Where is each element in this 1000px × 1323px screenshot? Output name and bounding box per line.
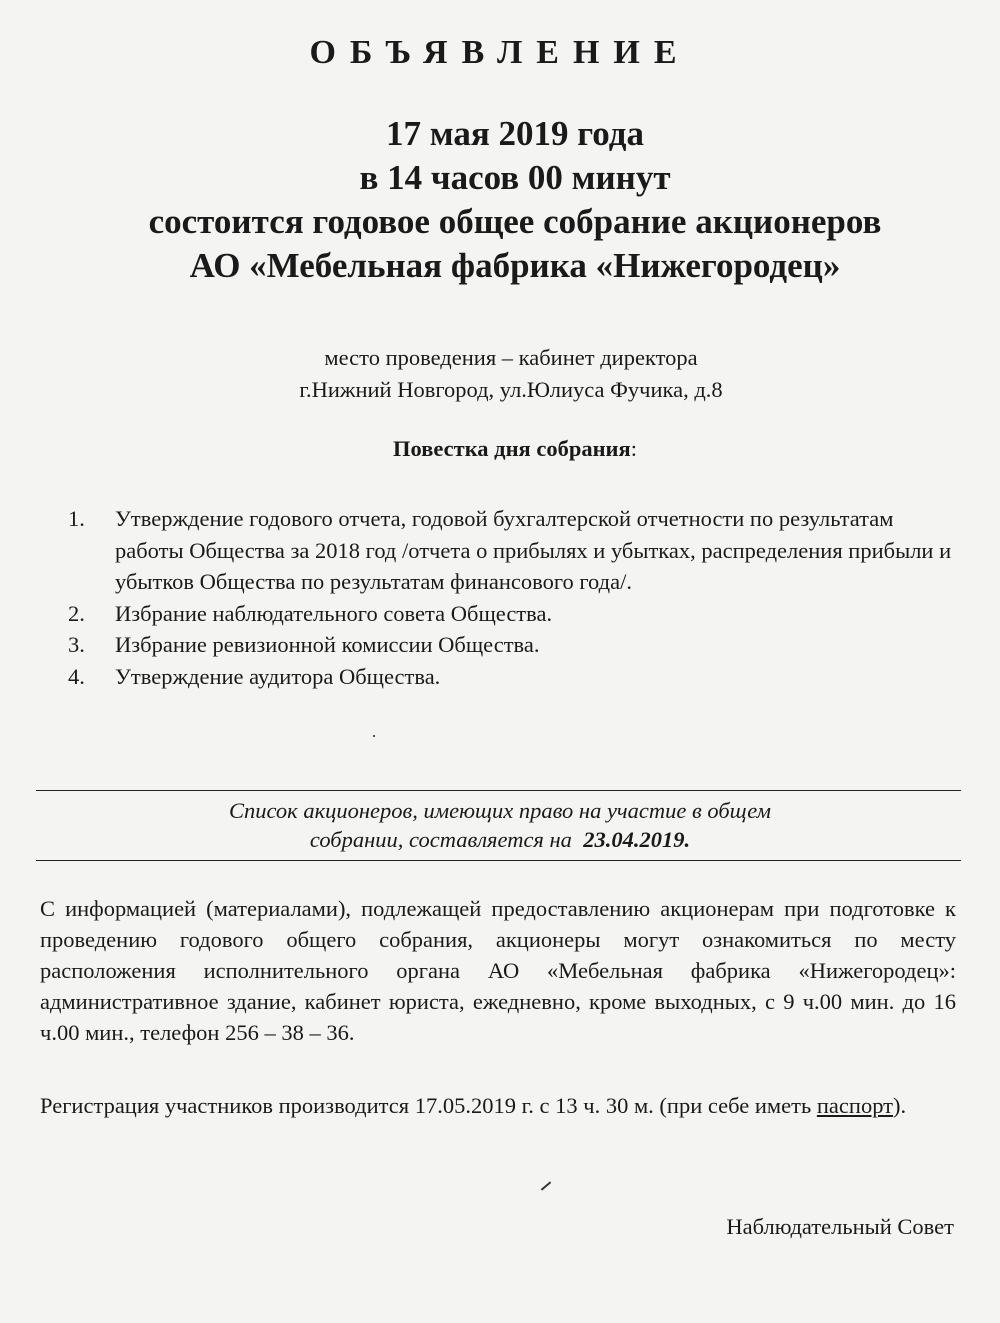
agenda-item — [62, 598, 962, 630]
divider-bottom — [36, 860, 961, 861]
meeting-time: в 14 часов 00 минут — [359, 158, 671, 197]
note-line-1: Список акционеров, имеющих право на участие в общем — [228, 798, 772, 823]
shareholder-list-note — [0, 796, 1000, 854]
venue-room: место проведения – кабинет директора — [324, 345, 698, 370]
agenda-heading — [0, 436, 1000, 462]
divider-top — [36, 790, 961, 791]
passport-underlined: паспорт — [816, 1093, 893, 1118]
agenda-item-text: Утверждение годового отчета, годовой бухгалтерской отчетности по результатам работы Общества за 2018 год /отчета о прибылях и убытках, распределения прибыли и убытков Общества по результатам финансового года/. — [115, 506, 952, 594]
agenda-item — [62, 661, 962, 693]
meeting-headline — [0, 112, 1000, 288]
registration-paragraph — [40, 1090, 920, 1121]
agenda-item — [62, 629, 962, 661]
agenda-item-text: Утверждение аудитора Общества. — [115, 663, 441, 689]
registration-suffix: ). — [892, 1093, 907, 1118]
info-paragraph: С информацией (материалами), подлежащей предоставлению акционерам при подготовке к проведению годового общего собрания, акционеры могут ознакомиться по месту расположения исполнительного органа АО «Мебельная фабрика «Нижегородец»: административное здание, кабинет юриста, ежедневно, кроме выходных, с 9 ч.00 мин. до 16 ч.00 мин., телефон 256 – 38 – 36. — [40, 896, 956, 1045]
document-title: ОБЪЯВЛЕНИЕ — [309, 34, 691, 71]
record-date: 23.04.2019. — [583, 827, 691, 852]
agenda-item-number: 2. — [68, 600, 85, 626]
venue-address: г.Нижний Новгород, ул.Юлиуса Фучика, д.8 — [299, 377, 723, 402]
company-name: АО «Мебельная фабрика «Нижегородец» — [189, 246, 841, 285]
registration-text: Регистрация участников производится 17.05.2019 г. с 13 ч. 30 м. (при себе иметь — [40, 1093, 817, 1118]
agenda-item — [62, 503, 962, 598]
pen-mark — [541, 1181, 551, 1190]
meeting-date: 17 мая 2019 года — [385, 114, 644, 153]
agenda-heading-colon: : — [630, 436, 637, 461]
signature: Наблюдательный Совет — [726, 1214, 954, 1239]
agenda-item-number: 3. — [68, 632, 85, 657]
scan-speck — [373, 735, 375, 737]
agenda-list — [62, 503, 962, 692]
note-line-2 — [0, 825, 1000, 854]
agenda-item-number: 4. — [68, 663, 85, 689]
note-line-2-text: собрании, составляется на — [309, 827, 572, 852]
agenda-heading-text: Повестка дня собрания — [393, 436, 631, 461]
agenda-item-text: Избрание наблюдательного совета Общества. — [115, 600, 553, 626]
venue — [0, 342, 1000, 406]
meeting-description: состоится годовое общее собрание акционеров — [148, 202, 882, 241]
agenda-item-text: Избрание ревизионной комиссии Общества. — [115, 632, 540, 657]
agenda-item-number: 1. — [68, 506, 85, 531]
